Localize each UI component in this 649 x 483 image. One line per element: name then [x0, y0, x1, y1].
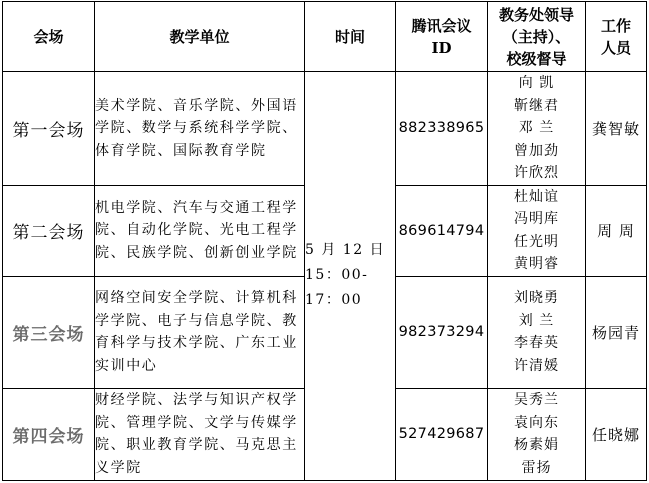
header-staff-line2: 人员 [600, 38, 631, 57]
leader-name: 杜灿谊 [514, 188, 559, 205]
leader-name: 向 凯 [518, 75, 555, 91]
staff-cell: 周 周 [586, 185, 647, 276]
meeting-id-cell[interactable]: 982373294 [396, 276, 488, 388]
venue-cell: 第三会场 [3, 276, 95, 388]
units-cell: 美术学院、音乐学院、外国语学院、数学与系统科学学院、体育学院、国际教育学院 [95, 72, 305, 186]
header-leaders-line3: 校级督导 [506, 49, 567, 68]
leader-name: 李春英 [514, 335, 559, 351]
header-staff-line1: 工作 [600, 16, 631, 35]
header-time: 时间 [305, 2, 396, 72]
leader-name: 靳继君 [514, 97, 559, 114]
meeting-id-cell[interactable]: 869614794 [396, 185, 488, 276]
leader-name: 刘晓勇 [514, 290, 559, 306]
units-cell: 网络空间安全学院、计算机科学学院、电子与信息学院、教育科学与技术学院、广东工业实训中心 [95, 276, 305, 388]
staff-cell: 龚智敏 [586, 72, 647, 186]
time-start: 15：00- [305, 267, 369, 284]
units-cell: 机电学院、汽车与交通工程学院、自动化学院、光电工程学院、民族学院、创新创业学院 [95, 185, 305, 276]
header-leaders [488, 2, 586, 72]
header-staff [586, 2, 647, 72]
header-venue: 会场 [3, 2, 95, 72]
schedule-table [2, 1, 647, 481]
header-meeting-id [396, 2, 488, 72]
leader-name: 许欣烈 [514, 165, 559, 181]
time-cell [305, 72, 396, 481]
leader-name: 吴秀兰 [514, 392, 559, 408]
leaders-cell [488, 388, 586, 480]
leaders-cell [488, 72, 586, 186]
header-units: 教学单位 [95, 2, 305, 72]
staff-cell: 杨园青 [586, 276, 647, 388]
venue-cell: 第四会场 [3, 388, 95, 480]
venue-cell: 第一会场 [3, 72, 95, 186]
header-row [3, 2, 647, 72]
leader-name: 黄明睿 [514, 256, 559, 272]
leaders-cell [488, 276, 586, 388]
meeting-id-cell[interactable]: 882338965 [396, 72, 488, 186]
leader-name: 冯明库 [514, 211, 559, 227]
leader-name: 杨素娟 [514, 437, 559, 453]
meeting-id-cell[interactable]: 527429687 [396, 388, 488, 480]
time-end: 17：00 [305, 292, 363, 309]
leaders-cell [488, 185, 586, 276]
header-leaders-line1: 教务处领导 [498, 5, 574, 24]
leader-name: 曾加劲 [514, 142, 559, 159]
leader-name: 任光明 [514, 233, 559, 250]
header-meeting-id-line2: ID [431, 38, 452, 57]
leader-name: 袁向东 [514, 414, 559, 431]
venue-cell: 第二会场 [3, 185, 95, 276]
units-cell: 财经学院、法学与知识产权学院、管理学院、文学与传媒学院、职业教育学院、马克思主义学院 [95, 388, 305, 480]
header-leaders-line2: （主持）、 [502, 27, 571, 46]
leader-name: 许清媛 [514, 357, 559, 374]
header-meeting-id-line1: 腾讯会议 [411, 16, 472, 35]
table-row [3, 72, 647, 186]
leader-name: 刘 兰 [518, 312, 555, 329]
time-date: 5 月 12 日 [305, 242, 386, 259]
leader-name: 邓 兰 [518, 120, 555, 136]
staff-cell: 任晓娜 [586, 388, 647, 480]
leader-name: 雷扬 [521, 459, 552, 476]
